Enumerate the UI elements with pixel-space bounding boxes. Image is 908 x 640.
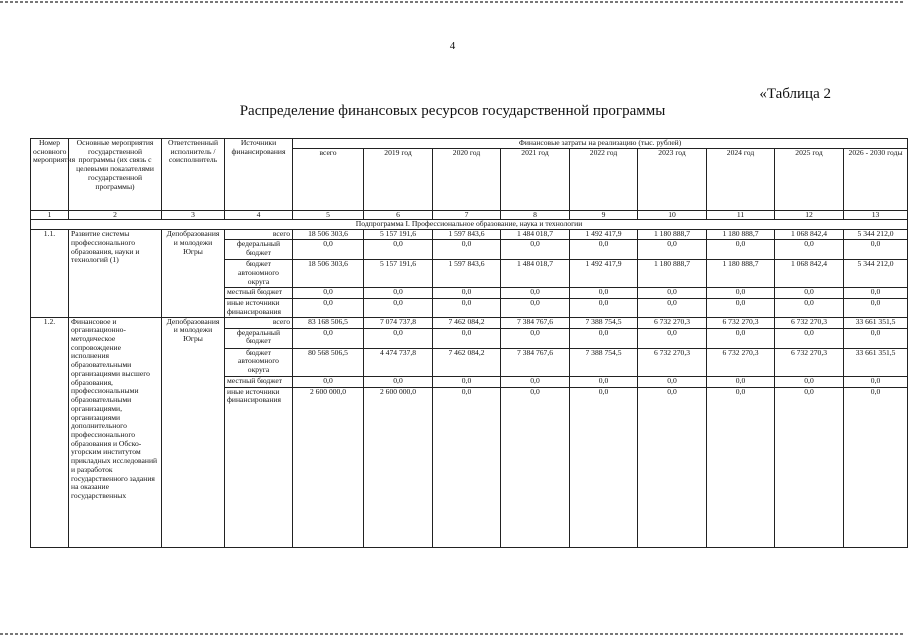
activity-number: 1.1. [31,230,69,317]
source-row [31,230,908,240]
amount-cell: 80 568 506,5 [293,348,364,376]
amount-cell: 2 600 000,0 [364,387,433,547]
amount-cell: 0,0 [433,376,501,387]
col-number: 8 [501,210,570,220]
source-label: иные источники финансирования [225,387,293,547]
activity-name: Финансовое и организационно-методическое сопровождение исполнения образовательными организациями высшего образования, профессиональными образовательными организациями, организациями дополнительного профессионального образования и Обско-угорским институтом прикладных исследований и разработок государственного задания на оказание государственных [69,317,162,547]
amount-cell: 18 506 303,6 [293,230,364,240]
amount-cell: 6 732 270,3 [775,317,844,328]
amount-cell: 1 180 888,7 [707,230,775,240]
amount-cell: 7 074 737,8 [364,317,433,328]
amount-cell: 0,0 [638,299,707,317]
amount-cell: 6 732 270,3 [707,317,775,328]
amount-cell: 0,0 [638,288,707,299]
amount-cell: 2 600 000,0 [293,387,364,547]
header-year: 2021 год [501,148,570,210]
col-number: 2 [69,210,162,220]
header-row-1 [31,139,908,149]
header-sources: Источники финансирования [225,139,293,211]
amount-cell: 0,0 [570,387,638,547]
col-number: 12 [775,210,844,220]
header-resp: Ответственный исполнитель / соисполнитель [162,139,225,211]
finance-table [30,138,908,548]
amount-cell: 0,0 [501,299,570,317]
amount-cell: 0,0 [501,387,570,547]
amount-cell: 0,0 [570,328,638,348]
col-number: 9 [570,210,638,220]
amount-cell: 0,0 [638,376,707,387]
amount-cell: 0,0 [707,299,775,317]
amount-cell: 0,0 [844,240,908,260]
amount-cell: 0,0 [433,299,501,317]
header-year: 2019 год [364,148,433,210]
amount-cell: 0,0 [707,288,775,299]
amount-cell: 0,0 [707,387,775,547]
amount-cell: 7 384 767,6 [501,317,570,328]
source-label: федеральный бюджет [225,240,293,260]
amount-cell: 0,0 [844,387,908,547]
amount-cell: 5 157 191,6 [364,260,433,288]
col-number: 3 [162,210,225,220]
amount-cell: 0,0 [570,240,638,260]
amount-cell: 0,0 [775,376,844,387]
amount-cell: 0,0 [775,299,844,317]
amount-cell: 6 732 270,3 [775,348,844,376]
col-number: 1 [31,210,69,220]
amount-cell: 1 492 417,9 [570,260,638,288]
header-num: Номер основного мероприятия [31,139,69,211]
responsible-executor: Депобразования и молодежи Югры [162,317,225,547]
amount-cell: 0,0 [638,240,707,260]
source-label: иные источники финансирования [225,299,293,317]
col-number: 7 [433,210,501,220]
amount-cell: 7 388 754,5 [570,348,638,376]
header-year: 2026 - 2030 годы [844,148,908,210]
source-label: бюджет автономного округа [225,348,293,376]
amount-cell: 0,0 [844,328,908,348]
header-year: всего [293,148,364,210]
amount-cell: 1 068 842,4 [775,230,844,240]
amount-cell: 5 344 212,0 [844,260,908,288]
source-label: бюджет автономного округа [225,260,293,288]
amount-cell: 0,0 [775,288,844,299]
amount-cell: 18 506 303,6 [293,260,364,288]
amount-cell: 33 661 351,5 [844,317,908,328]
amount-cell: 0,0 [844,288,908,299]
amount-cell: 0,0 [707,328,775,348]
col-number: 11 [707,210,775,220]
amount-cell: 6 732 270,3 [638,348,707,376]
amount-cell: 1 068 842,4 [775,260,844,288]
header-main: Основные мероприятия государственной программы (их связь с целевыми показателями государственной программы) [69,139,162,211]
activity-name: Развитие системы профессионального образования, науки и технологий (1) [69,230,162,317]
activity-number: 1.2. [31,317,69,547]
source-label: федеральный бюджет [225,328,293,348]
bottom-scan-edge [0,633,905,635]
amount-cell: 0,0 [433,240,501,260]
amount-cell: 0,0 [638,328,707,348]
source-label: всего [225,317,293,328]
amount-cell: 0,0 [775,240,844,260]
col-number: 10 [638,210,707,220]
amount-cell: 0,0 [501,240,570,260]
amount-cell: 4 474 737,8 [364,348,433,376]
amount-cell: 1 597 843,6 [433,230,501,240]
amount-cell: 0,0 [570,376,638,387]
amount-cell: 1 180 888,7 [638,230,707,240]
amount-cell: 0,0 [501,288,570,299]
amount-cell: 0,0 [707,376,775,387]
amount-cell: 0,0 [433,328,501,348]
amount-cell: 5 157 191,6 [364,230,433,240]
amount-cell: 7 388 754,5 [570,317,638,328]
source-label: всего [225,230,293,240]
amount-cell: 0,0 [364,299,433,317]
amount-cell: 0,0 [293,376,364,387]
amount-cell: 1 484 018,7 [501,230,570,240]
col-number: 5 [293,210,364,220]
subprogram-title: Подпрограмма I. Профессиональное образование, наука и технологии [31,220,908,230]
top-scan-edge [0,1,905,3]
amount-cell: 1 180 888,7 [638,260,707,288]
header-year: 2020 год [433,148,501,210]
amount-cell: 0,0 [844,299,908,317]
amount-cell: 6 732 270,3 [638,317,707,328]
table-label: «Таблица 2 [759,86,831,102]
amount-cell: 0,0 [501,376,570,387]
page-number: 4 [449,40,456,52]
amount-cell: 0,0 [433,387,501,547]
source-label: местный бюджет [225,288,293,299]
amount-cell: 0,0 [775,387,844,547]
amount-cell: 0,0 [570,288,638,299]
amount-cell: 1 180 888,7 [707,260,775,288]
col-number: 6 [364,210,433,220]
amount-cell: 0,0 [293,240,364,260]
header-year: 2023 год [638,148,707,210]
amount-cell: 0,0 [364,328,433,348]
responsible-executor: Депобразования и молодежи Югры [162,230,225,317]
amount-cell: 0,0 [433,288,501,299]
amount-cell: 0,0 [501,328,570,348]
amount-cell: 0,0 [638,387,707,547]
amount-cell: 0,0 [293,328,364,348]
amount-cell: 5 344 212,0 [844,230,908,240]
amount-cell: 7 384 767,6 [501,348,570,376]
header-costs: Финансовые затраты на реализацию (тыс. рублей) [293,139,908,149]
col-number: 4 [225,210,293,220]
amount-cell: 0,0 [293,299,364,317]
amount-cell: 1 484 018,7 [501,260,570,288]
amount-cell: 83 168 506,5 [293,317,364,328]
amount-cell: 7 462 084,2 [433,348,501,376]
amount-cell: 0,0 [707,240,775,260]
amount-cell: 0,0 [364,376,433,387]
amount-cell: 0,0 [364,240,433,260]
document-title: Распределение финансовых ресурсов государственной программы [239,103,666,119]
amount-cell: 33 661 351,5 [844,348,908,376]
amount-cell: 0,0 [570,299,638,317]
source-row [31,317,908,328]
amount-cell: 1 597 843,6 [433,260,501,288]
header-year: 2024 год [707,148,775,210]
amount-cell: 1 492 417,9 [570,230,638,240]
amount-cell: 0,0 [293,288,364,299]
header-year: 2022 год [570,148,638,210]
amount-cell: 6 732 270,3 [707,348,775,376]
header-year: 2025 год [775,148,844,210]
col-number: 13 [844,210,908,220]
amount-cell: 7 462 084,2 [433,317,501,328]
amount-cell: 0,0 [844,376,908,387]
amount-cell: 0,0 [364,288,433,299]
source-label: местный бюджет [225,376,293,387]
amount-cell: 0,0 [775,328,844,348]
